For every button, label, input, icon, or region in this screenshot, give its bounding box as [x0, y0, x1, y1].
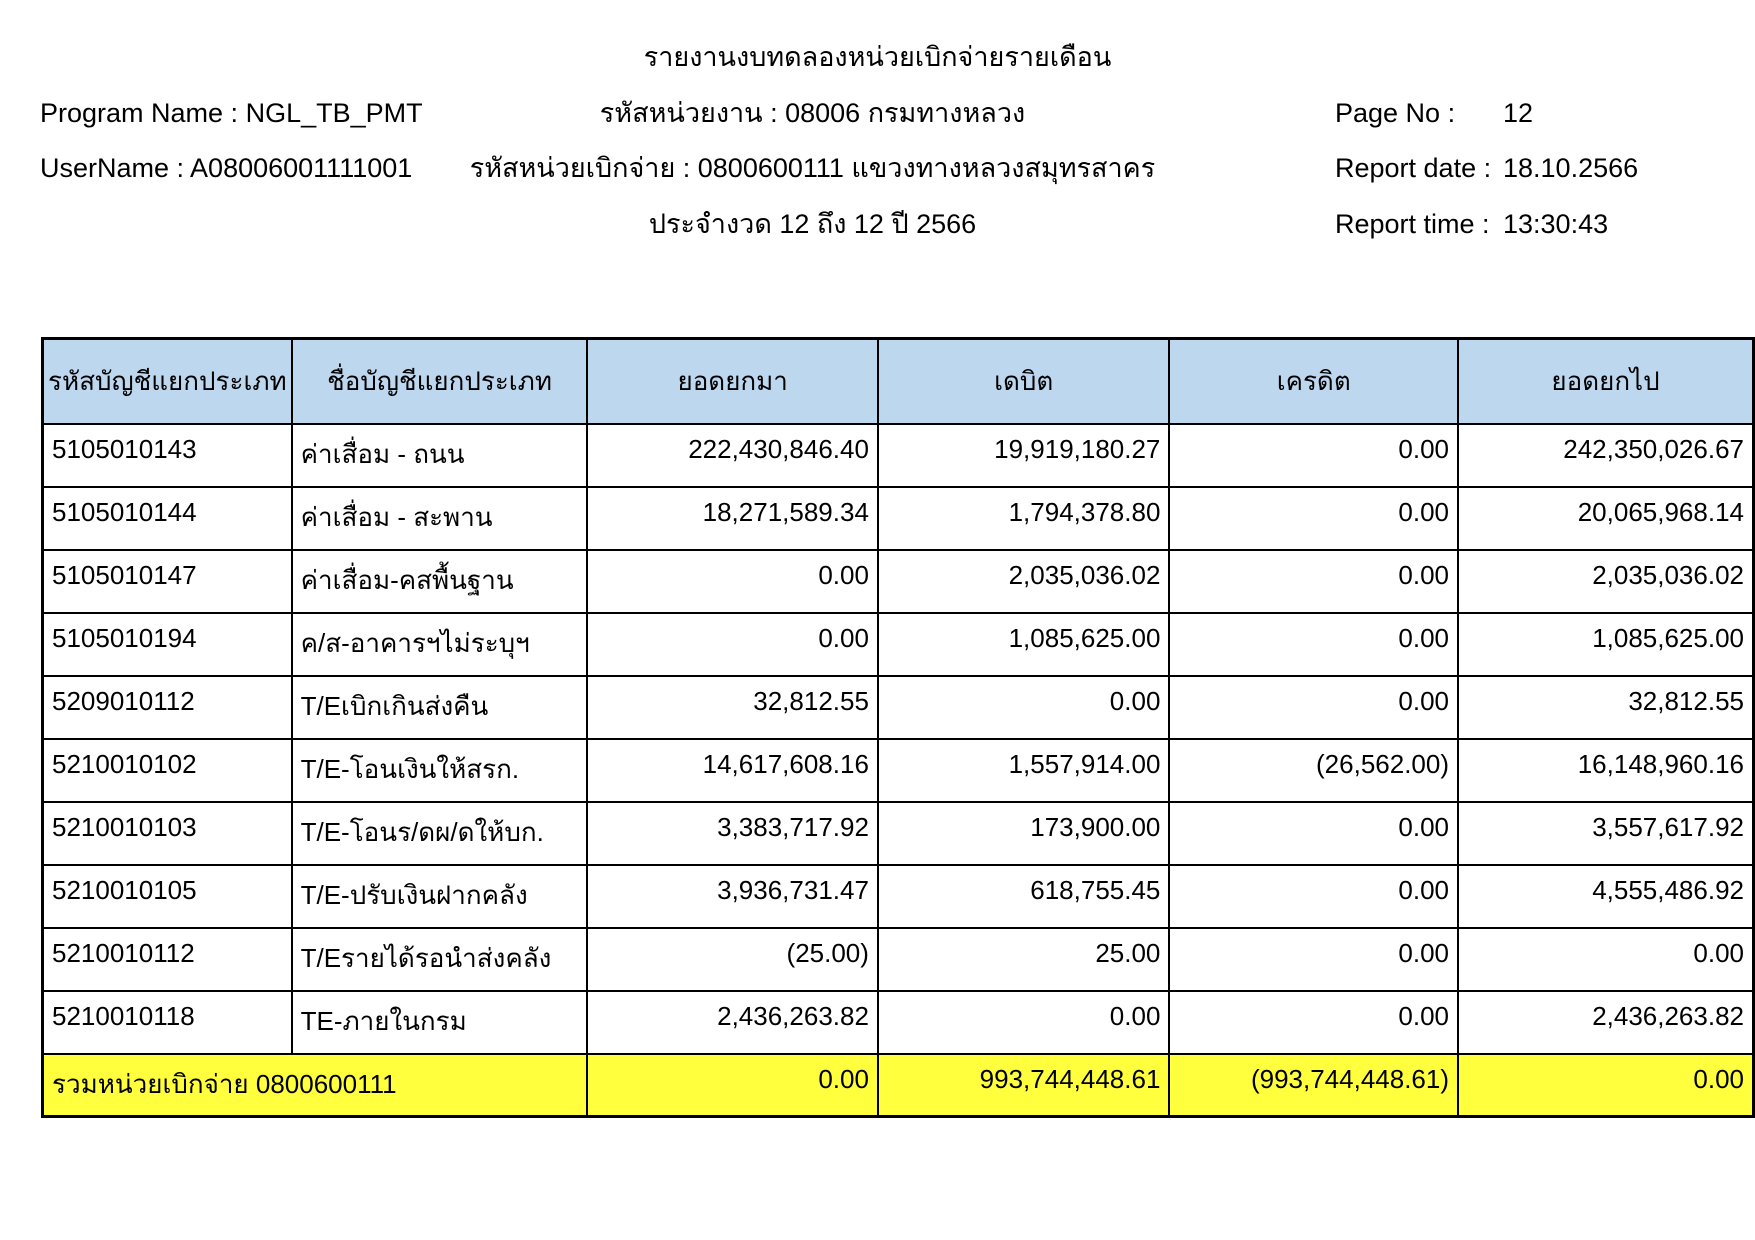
column-header-debit: เดบิต — [878, 339, 1169, 424]
account-name-cell: T/E-ปรับเงินฝากคลัง — [292, 865, 588, 928]
account-code-cell: 5210010103 — [43, 802, 292, 865]
credit-cell: 0.00 — [1169, 802, 1458, 865]
credit-cell: (26,562.00) — [1169, 739, 1458, 802]
table-row — [43, 991, 1754, 1054]
opening-balance-cell: 3,936,731.47 — [587, 865, 877, 928]
debit-cell: 0.00 — [878, 676, 1169, 739]
account-code-cell: 5210010102 — [43, 739, 292, 802]
username-label: UserName : — [40, 153, 185, 183]
debit-cell: 25.00 — [878, 928, 1169, 991]
credit-cell: 0.00 — [1169, 865, 1458, 928]
debit-cell: 1,085,625.00 — [878, 613, 1169, 676]
report-time-value: 13:30:43 — [1503, 209, 1609, 239]
account-name-cell: T/E-โอนร/ดผ/ดให้บก. — [292, 802, 588, 865]
program-name-label: Program Name : — [40, 98, 239, 128]
debit-cell: 1,794,378.80 — [878, 487, 1169, 550]
table-row — [43, 802, 1754, 865]
table-row — [43, 739, 1754, 802]
credit-cell: 0.00 — [1169, 550, 1458, 613]
page-no-value: 12 — [1503, 98, 1534, 128]
account-code-cell: 5105010144 — [43, 487, 292, 550]
account-name-cell: ค่าเสื่อม-คสพื้นฐาน — [292, 550, 588, 613]
closing-balance-cell: 1,085,625.00 — [1458, 613, 1754, 676]
account-code-cell: 5105010194 — [43, 613, 292, 676]
closing-balance-cell: 4,555,486.92 — [1458, 865, 1754, 928]
column-header-closing-balance: ยอดยกไป — [1458, 339, 1754, 424]
debit-cell: 19,919,180.27 — [878, 424, 1169, 487]
username-value: A08006001111001 — [190, 153, 413, 183]
total-debit-cell: 993,744,448.61 — [878, 1054, 1169, 1117]
report-date-value: 18.10.2566 — [1503, 153, 1639, 183]
account-code-cell: 5105010143 — [43, 424, 292, 487]
report-title: รายงานงบทดลองหน่วยเบิกจ่ายรายเดือน — [643, 42, 1112, 72]
column-header-credit: เครดิต — [1169, 339, 1458, 424]
report-time-label: Report time : — [1335, 209, 1490, 239]
debit-cell: 2,035,036.02 — [878, 550, 1169, 613]
debit-cell: 1,557,914.00 — [878, 739, 1169, 802]
account-name-cell: T/Eเบิกเกินส่งคืน — [292, 676, 588, 739]
closing-balance-cell: 32,812.55 — [1458, 676, 1754, 739]
credit-cell: 0.00 — [1169, 424, 1458, 487]
table-row — [43, 487, 1754, 550]
opening-balance-cell: 3,383,717.92 — [587, 802, 877, 865]
account-code-cell: 5209010112 — [43, 676, 292, 739]
account-name-cell: ค่าเสื่อม - ถนน — [292, 424, 588, 487]
opening-balance-cell: 14,617,608.16 — [587, 739, 877, 802]
account-code-cell: 5210010105 — [43, 865, 292, 928]
account-code-cell: 5210010112 — [43, 928, 292, 991]
closing-balance-cell: 20,065,968.14 — [1458, 487, 1754, 550]
table-footer — [43, 1054, 1754, 1117]
column-header-opening-balance: ยอดยกมา — [587, 339, 877, 424]
column-header-account-code: รหัสบัญชีแยกประเภท — [43, 339, 292, 424]
closing-balance-cell: 16,148,960.16 — [1458, 739, 1754, 802]
opening-balance-cell: 32,812.55 — [587, 676, 877, 739]
closing-balance-cell: 242,350,026.67 — [1458, 424, 1754, 487]
credit-cell: 0.00 — [1169, 991, 1458, 1054]
opening-balance-cell: 2,436,263.82 — [587, 991, 877, 1054]
table-row — [43, 928, 1754, 991]
table-row — [43, 676, 1754, 739]
total-opening-balance-cell: 0.00 — [587, 1054, 877, 1117]
total-row — [43, 1054, 1754, 1117]
page-no-label: Page No : — [1335, 98, 1456, 128]
credit-cell: 0.00 — [1169, 613, 1458, 676]
account-name-cell: TE-ภายในกรม — [292, 991, 588, 1054]
closing-balance-cell: 3,557,617.92 — [1458, 802, 1754, 865]
credit-cell: 0.00 — [1169, 928, 1458, 991]
debit-cell: 618,755.45 — [878, 865, 1169, 928]
table-row — [43, 424, 1754, 487]
debit-cell: 0.00 — [878, 991, 1169, 1054]
table-row — [43, 865, 1754, 928]
table-header — [43, 339, 1754, 424]
table-header-row — [43, 339, 1754, 424]
total-label-cell: รวมหน่วยเบิกจ่าย 0800600111 — [43, 1054, 588, 1117]
closing-balance-cell: 2,035,036.02 — [1458, 550, 1754, 613]
account-code-cell: 5210010118 — [43, 991, 292, 1054]
total-closing-balance-cell: 0.00 — [1458, 1054, 1754, 1117]
trial-balance-table — [41, 337, 1755, 1118]
opening-balance-cell: 18,271,589.34 — [587, 487, 877, 550]
account-code-cell: 5105010147 — [43, 550, 292, 613]
closing-balance-cell: 2,436,263.82 — [1458, 991, 1754, 1054]
credit-cell: 0.00 — [1169, 676, 1458, 739]
account-name-cell: ค/ส-อาคารฯไม่ระบุฯ — [292, 613, 588, 676]
opening-balance-cell: 0.00 — [587, 613, 877, 676]
disbursement-unit-line: รหัสหน่วยเบิกจ่าย : 0800600111 แขวงทางหลวงสมุทรสาคร — [469, 153, 1156, 183]
table-row — [43, 613, 1754, 676]
table-body — [43, 424, 1754, 1054]
report-date-label: Report date : — [1335, 153, 1492, 183]
opening-balance-cell: 222,430,846.40 — [587, 424, 877, 487]
total-credit-cell: (993,744,448.61) — [1169, 1054, 1458, 1117]
account-name-cell: ค่าเสื่อม - สะพาน — [292, 487, 588, 550]
closing-balance-cell: 0.00 — [1458, 928, 1754, 991]
credit-cell: 0.00 — [1169, 487, 1458, 550]
column-header-account-name: ชื่อบัญชีแยกประเภท — [292, 339, 588, 424]
period-line: ประจำงวด 12 ถึง 12 ปี 2566 — [648, 209, 977, 239]
opening-balance-cell: (25.00) — [587, 928, 877, 991]
opening-balance-cell: 0.00 — [587, 550, 877, 613]
debit-cell: 173,900.00 — [878, 802, 1169, 865]
agency-line: รหัสหน่วยงาน : 08006 กรมทางหลวง — [599, 98, 1026, 128]
table-row — [43, 550, 1754, 613]
program-name-value: NGL_TB_PMT — [245, 98, 423, 128]
account-name-cell: T/E-โอนเงินให้สรก. — [292, 739, 588, 802]
account-name-cell: T/Eรายได้รอนำส่งคลัง — [292, 928, 588, 991]
